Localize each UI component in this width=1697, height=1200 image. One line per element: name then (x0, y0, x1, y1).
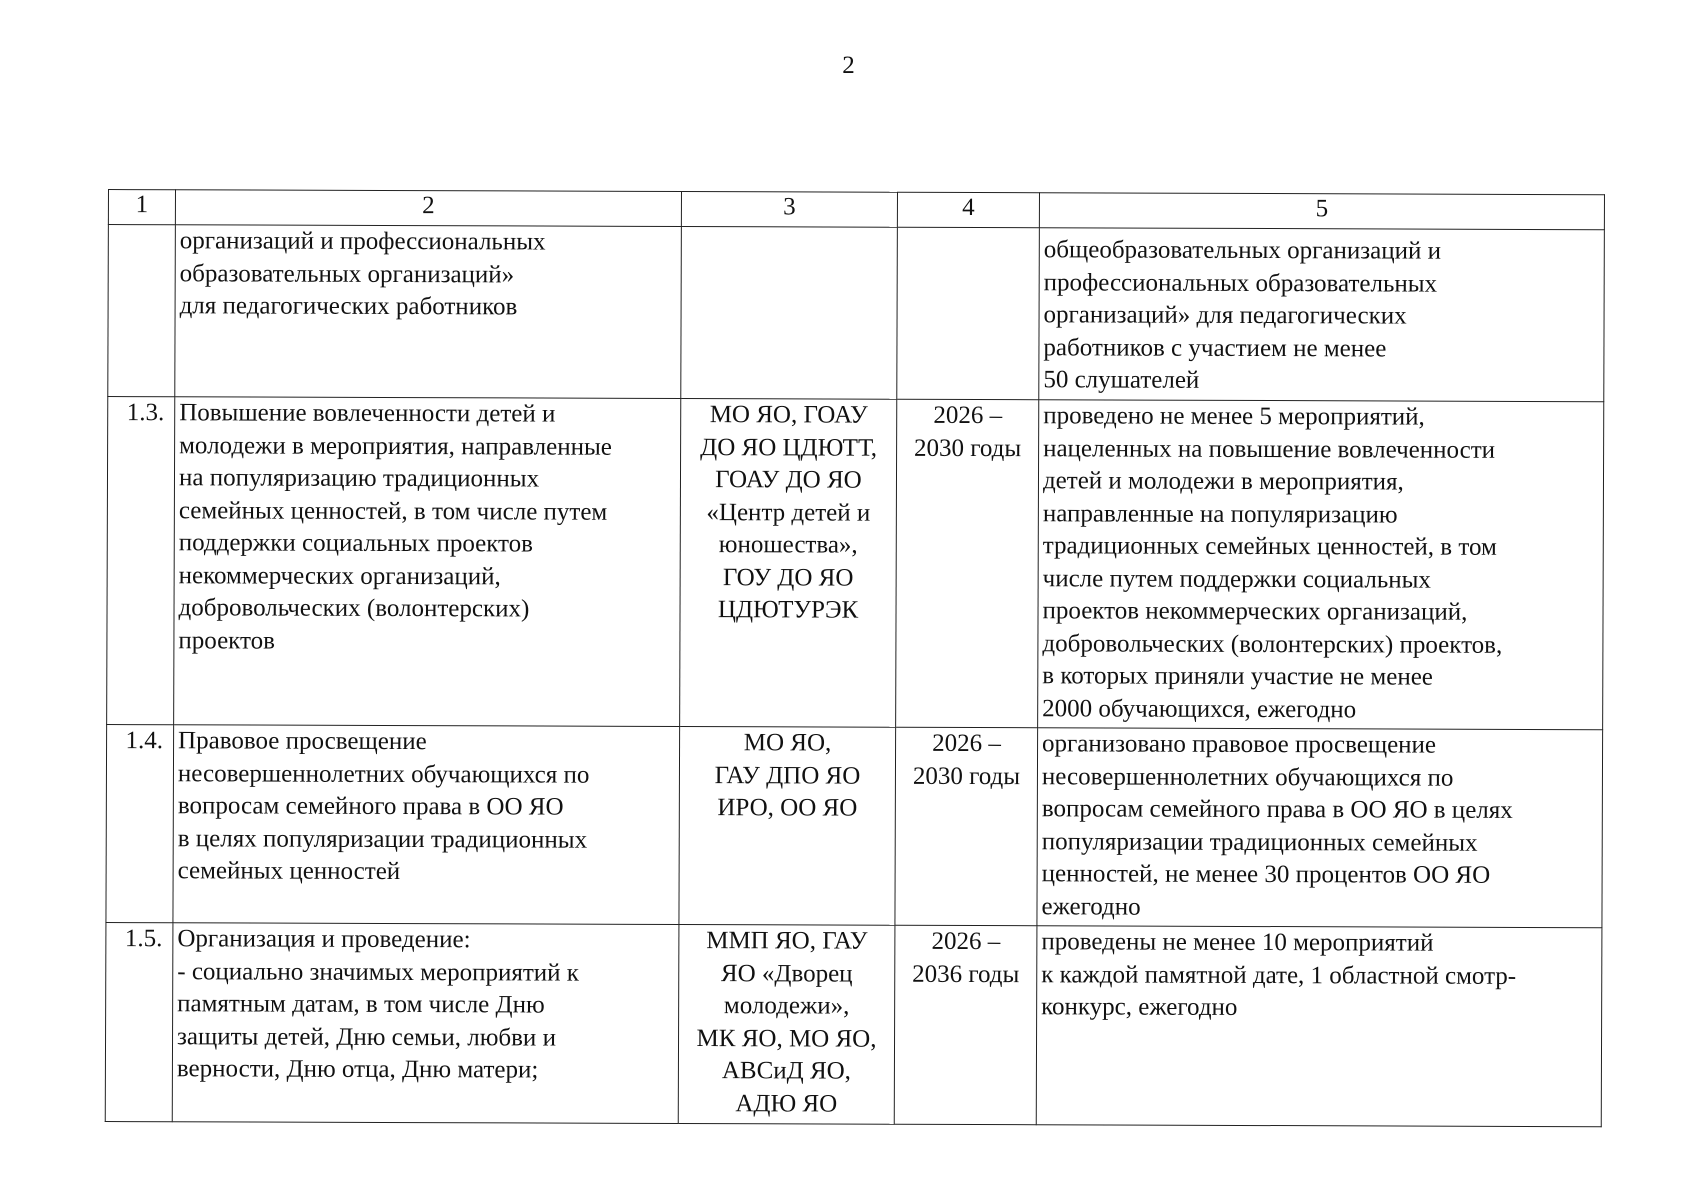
row-number-cell: 1.5. (105, 922, 173, 1121)
result-line: конкурс, ежегодно (1041, 993, 1238, 1021)
event-line: несовершеннолетних обучающихся по (177, 759, 590, 789)
executor-line: ГАУ ДПО ЯО (714, 761, 861, 790)
result-cell (1039, 228, 1605, 402)
result-line: ежегодно (1041, 892, 1141, 921)
executors-cell (678, 924, 895, 1124)
executor-line: ИРО, ОО ЯО (717, 794, 858, 822)
result-line: числе путем поддержки социальных (1042, 564, 1432, 594)
period-line: 2026 – (932, 729, 1001, 758)
result-line: вопросам семейного права в ОО ЯО в целях (1041, 795, 1513, 824)
event-line: поддержки социальных проектов (178, 529, 534, 558)
header-cell-5: 5 (1039, 193, 1604, 230)
header-cell-2: 2 (175, 190, 681, 227)
result-line: проведено не менее 5 мероприятий, (1043, 402, 1425, 431)
executor-line: ГОАУ ДО ЯО (715, 466, 862, 494)
executor-line: ММП ЯО, ГАУ (706, 927, 868, 955)
event-line: Организация и проведение: (177, 925, 471, 954)
row-number-cell: 1.3. (107, 397, 175, 725)
event-line: некоммерческих организаций, (178, 561, 501, 590)
header-cell-1: 1 (108, 190, 175, 225)
result-line: в которых приняли участие не менее (1042, 662, 1433, 691)
event-line: для педагогических работников (179, 292, 518, 321)
result-cell (1038, 400, 1604, 730)
result-line: профессиональных образовательных (1043, 268, 1438, 298)
event-line: организаций и профессиональных (179, 227, 546, 256)
result-line: работников с участием не менее (1043, 333, 1387, 362)
table-row (105, 922, 1602, 1126)
executor-line: ЦДЮТУРЭК (717, 596, 859, 624)
result-line: к каждой памятной дате, 1 областной смотр- (1041, 960, 1517, 990)
event-line: вопросам семейного права в ОО ЯО (177, 792, 564, 821)
executor-line: МО ЯО, ГОАУ (709, 401, 868, 429)
result-cell (1036, 926, 1602, 1127)
event-line: - социально значимых мероприятий к (177, 957, 580, 987)
result-line: популяризации традиционных семейных (1041, 827, 1478, 857)
event-line: Правовое просвещение (178, 727, 427, 756)
result-line: несовершеннолетних обучающихся по (1041, 762, 1454, 792)
event-line: в целях популяризации традиционных (177, 824, 588, 854)
executor-line: АДЮ ЯО (735, 1089, 838, 1118)
period-cell (894, 925, 1037, 1124)
table-row (107, 397, 1604, 730)
table-row (106, 724, 1603, 927)
result-line: проведены не менее 10 мероприятий (1041, 928, 1434, 957)
executor-line: АВСиД ЯО, (721, 1057, 852, 1085)
event-line: проектов (178, 626, 275, 655)
event-line: на популяризацию традиционных (178, 464, 540, 493)
header-cell-4: 4 (897, 192, 1039, 227)
result-line: 2000 обучающихся, ежегодно (1042, 694, 1357, 723)
event-line: семейных ценностей (177, 857, 401, 886)
period-cell (897, 227, 1040, 399)
executor-line: молодежи», (723, 992, 850, 1020)
event-cell (175, 225, 682, 399)
executor-line: МК ЯО, МО ЯО, (696, 1024, 877, 1053)
header-cell-3: 3 (681, 192, 897, 228)
executor-line: МО ЯО, (743, 729, 832, 757)
event-line: образовательных организаций» (179, 259, 515, 288)
page-number: 2 (842, 52, 855, 79)
executors-cell (681, 227, 898, 400)
event-line: добровольческих (волонтерских) (178, 594, 530, 623)
row-number-cell (108, 225, 176, 397)
plan-table (105, 189, 1605, 1127)
executor-line: «Центр детей и (706, 498, 871, 527)
result-cell (1037, 728, 1603, 928)
result-line: детей и молодежи в мероприятия, (1042, 467, 1404, 496)
event-cell (172, 923, 679, 1124)
event-line: молодежи в мероприятия, направленные (179, 431, 612, 461)
executors-cell (679, 726, 896, 925)
period-line: 2030 годы (912, 762, 1021, 790)
result-line: направленные на популяризацию (1042, 499, 1398, 529)
result-line: общеобразовательных организаций и (1043, 236, 1442, 265)
period-cell (896, 399, 1039, 727)
event-line: Повышение вовлеченности детей и (179, 399, 556, 428)
result-line: добровольческих (волонтерских) проектов, (1042, 629, 1503, 659)
event-line: семейных ценностей, в том числе путем (178, 496, 608, 526)
table-row (108, 225, 1605, 402)
executor-line: ЯО «Дворец (720, 959, 853, 988)
event-line: памятным датам, в том числе Дню (177, 990, 545, 1019)
event-line: защиты детей, Дню семьи, любви и (176, 1022, 557, 1052)
event-cell (174, 397, 681, 727)
result-line: ценностей, не менее 30 процентов ОО ЯО (1041, 860, 1491, 889)
period-line: 2026 – (931, 927, 1001, 956)
result-line: организовано правовое просвещение (1042, 730, 1437, 759)
period-line: 2036 годы (912, 960, 1020, 988)
result-line: нацеленных на повышение вовлеченности (1043, 434, 1496, 464)
table-header-row (108, 190, 1604, 230)
period-cell (895, 727, 1038, 925)
event-line: верности, Дню отца, Дню матери; (176, 1055, 539, 1084)
event-cell (173, 725, 680, 925)
row-number-cell: 1.4. (106, 724, 174, 922)
result-line: проектов некоммерческих организаций, (1042, 597, 1468, 626)
executor-line: юношества», (718, 531, 858, 559)
executors-cell (680, 399, 897, 728)
period-line: 2030 годы (913, 434, 1022, 462)
result-line: традиционных семейных ценностей, в том (1042, 532, 1497, 561)
result-line: 50 слушателей (1043, 366, 1200, 394)
executor-line: ГОУ ДО ЯО (722, 563, 854, 592)
result-line: организаций» для педагогических (1043, 301, 1407, 330)
executor-line: ДО ЯО ЦДЮТТ, (700, 433, 878, 462)
period-line: 2026 – (933, 401, 1003, 430)
